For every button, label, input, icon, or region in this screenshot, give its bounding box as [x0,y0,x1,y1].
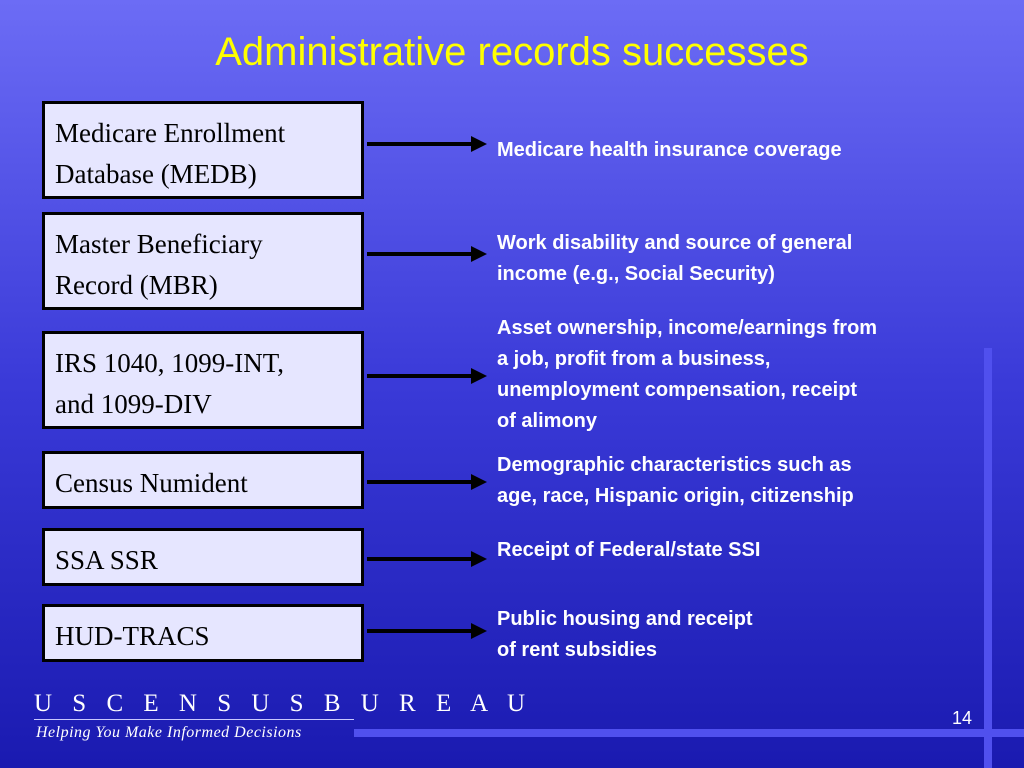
source-label: IRS 1040, 1099-INT, and 1099-DIV [55,348,284,419]
source-label: Master Beneficiary Record (MBR) [55,229,263,300]
tagline: Helping You Make Informed Decisions [36,724,302,741]
decorative-horizontal-line [354,729,1024,737]
source-box-ssr [42,528,364,586]
source-label: Medicare Enrollment Database (MEDB) [55,118,286,189]
source-label: HUD-TRACS [55,621,210,651]
description-medb: Medicare health insurance coverage [497,139,842,161]
tagline-divider [34,719,354,720]
decorative-vertical-line [984,348,992,768]
arrow-icon [367,244,487,264]
source-box-numident [42,451,364,509]
slide-title: Administrative records successes [215,30,809,74]
source-label: SSA SSR [55,545,158,575]
source-box-medb [42,101,364,199]
source-box-mbr [42,212,364,310]
arrow-icon [367,472,487,492]
description-mbr: Work disability and source of general income (e.g., Social Security) [497,232,853,285]
census-bureau-logo: U S C E N S U S B U R E A U [34,690,533,717]
page-number: 14 [952,708,973,728]
arrow-icon [367,621,487,641]
arrow-icon [367,134,487,154]
description-irs: Asset ownership, income/earnings from a job, profit from a business, unemployment compensation, receipt of alimony [497,317,878,432]
source-label: Census Numident [55,468,248,498]
source-box-hud [42,604,364,662]
source-box-irs [42,331,364,429]
description-numident: Demographic characteristics such as age, race, Hispanic origin, citizenship [497,454,854,507]
arrow-icon [367,366,487,386]
arrow-icon [367,549,487,569]
description-hud: Public housing and receipt of rent subsidies [497,608,753,661]
description-ssr: Receipt of Federal/state SSI [497,539,761,561]
